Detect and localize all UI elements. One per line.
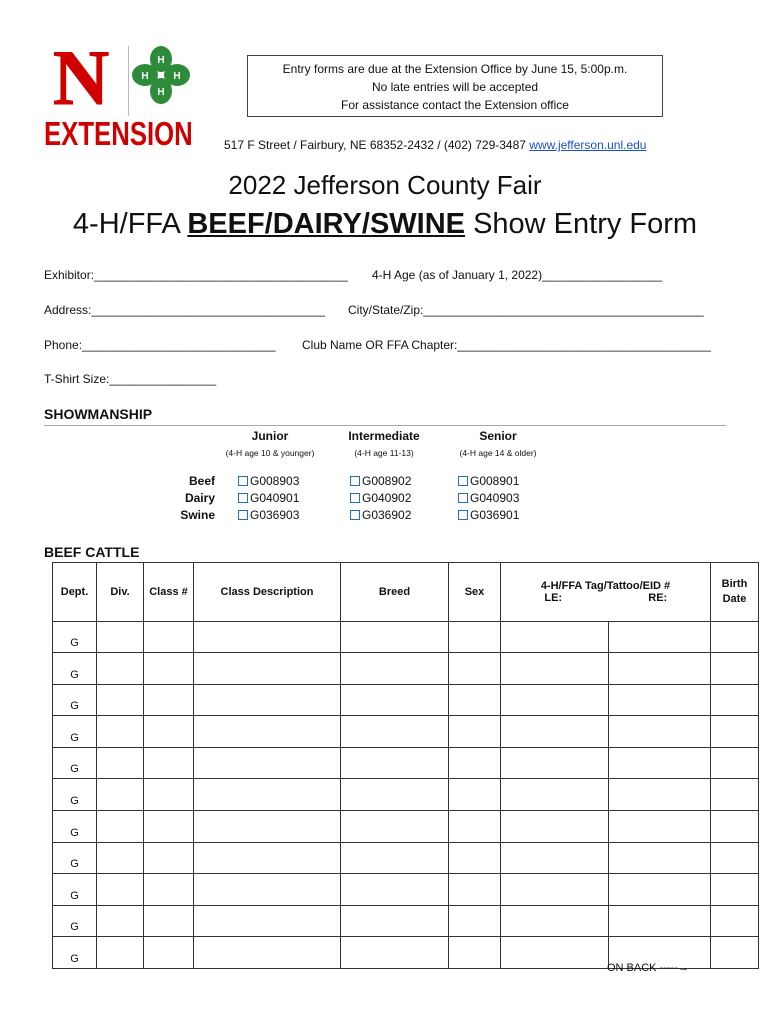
table-cell[interactable] (341, 716, 449, 748)
table-row (53, 811, 759, 843)
code-label: G036903 (250, 508, 300, 522)
city-state-zip-field[interactable]: City/State/Zip:__________________________________________ (348, 303, 704, 317)
table-cell[interactable] (449, 874, 501, 906)
table-cell[interactable] (711, 716, 759, 748)
header-dept: Dept. (53, 563, 97, 622)
table-cell[interactable] (449, 684, 501, 716)
dept-cell: G (53, 716, 97, 748)
table-cell[interactable] (501, 716, 609, 748)
table-cell[interactable] (711, 621, 759, 653)
table-cell[interactable] (711, 811, 759, 843)
form-title (0, 208, 770, 241)
table-cell[interactable] (711, 779, 759, 811)
website-link[interactable]: www.jefferson.unl.edu (529, 138, 647, 152)
header-div: Div. (97, 563, 144, 622)
table-cell[interactable] (341, 684, 449, 716)
checkbox-icon[interactable] (350, 476, 360, 486)
beef-cattle-heading: BEEF CATTLE (44, 544, 140, 560)
table-cell[interactable] (711, 905, 759, 937)
table-cell[interactable] (194, 747, 341, 779)
n-letter: N (52, 44, 110, 110)
table-cell[interactable] (341, 621, 449, 653)
table-row (53, 621, 759, 653)
table-cell[interactable] (194, 684, 341, 716)
code-label: G040903 (470, 491, 520, 505)
header-breed: Breed (341, 563, 449, 622)
table-cell[interactable] (711, 842, 759, 874)
table-cell[interactable] (144, 905, 194, 937)
4h-clover-icon (130, 44, 192, 106)
table-cell[interactable] (501, 905, 609, 937)
table-cell[interactable] (194, 842, 341, 874)
dept-cell: G (53, 653, 97, 685)
table-cell[interactable] (341, 905, 449, 937)
table-cell[interactable] (341, 842, 449, 874)
table-cell[interactable] (341, 779, 449, 811)
code-label: G008903 (250, 474, 300, 488)
row-beef: Beef (188, 474, 215, 488)
table-cell[interactable] (194, 653, 341, 685)
clover-h-left: H (141, 71, 149, 82)
table-cell[interactable] (609, 779, 711, 811)
checkbox-dairy-intermediate[interactable] (350, 491, 411, 505)
table-row (53, 653, 759, 685)
table-cell[interactable] (501, 653, 609, 685)
table-cell[interactable] (144, 621, 194, 653)
table-cell[interactable] (194, 621, 341, 653)
row-dairy: Dairy (184, 491, 215, 505)
checkbox-swine-intermediate[interactable] (350, 508, 411, 522)
code-label: G036902 (362, 508, 412, 522)
col-senior-sub: (4-H age 14 & older) (459, 448, 537, 458)
beef-entry-table (52, 562, 759, 969)
header-description: Class Description (194, 563, 341, 622)
tshirt-field[interactable]: T-Shirt Size:________________ (44, 372, 217, 386)
checkbox-icon[interactable] (350, 510, 360, 520)
code-label: G008901 (470, 474, 520, 488)
table-cell[interactable] (97, 653, 144, 685)
table-cell[interactable] (97, 874, 144, 906)
code-label: G008902 (362, 474, 412, 488)
table-cell[interactable] (449, 716, 501, 748)
table-cell[interactable] (341, 937, 449, 969)
notice-line-3: For assistance contact the Extension office (341, 98, 569, 112)
table-cell[interactable] (449, 905, 501, 937)
table-cell[interactable] (194, 779, 341, 811)
code-label: G040901 (250, 491, 300, 505)
table-cell[interactable] (449, 653, 501, 685)
table-cell[interactable] (97, 905, 144, 937)
table-cell[interactable] (194, 937, 341, 969)
header-tag (501, 563, 711, 621)
nebraska-n-logo-icon (44, 44, 118, 110)
table-cell[interactable] (711, 653, 759, 685)
table-row (53, 747, 759, 779)
table-row (53, 905, 759, 937)
checkbox-swine-senior[interactable] (458, 508, 519, 522)
col-junior-sub: (4-H age 10 & younger) (225, 448, 315, 458)
table-cell[interactable] (449, 811, 501, 843)
checkbox-icon[interactable] (458, 476, 468, 486)
table-cell[interactable] (341, 811, 449, 843)
table-row (53, 874, 759, 906)
dept-cell: G (53, 905, 97, 937)
table-cell[interactable] (609, 747, 711, 779)
notice-line-2: No late entries will be accepted (371, 80, 539, 94)
table-cell[interactable] (711, 684, 759, 716)
code-label: G036901 (470, 508, 520, 522)
dept-cell: G (53, 811, 97, 843)
table-row (53, 842, 759, 874)
table-cell[interactable] (144, 842, 194, 874)
clover-h-top: H (157, 55, 165, 66)
dept-cell: G (53, 874, 97, 906)
table-cell[interactable] (97, 621, 144, 653)
tag-title: 4-H/FFA Tag/Tattoo/EID # (540, 579, 671, 592)
checkbox-beef-junior[interactable] (238, 474, 299, 488)
table-row (53, 779, 759, 811)
header-sex: Sex (449, 563, 501, 622)
table-cell[interactable] (501, 621, 609, 653)
table-cell[interactable] (609, 653, 711, 685)
notice-line-1: Entry forms are due at the Extension Office by June 15, 5:00p.m. (282, 62, 628, 76)
table-cell[interactable] (711, 747, 759, 779)
table-cell[interactable] (609, 716, 711, 748)
table-cell[interactable] (609, 811, 711, 843)
address-field[interactable]: Address:___________________________________ (44, 303, 325, 317)
table-cell[interactable] (609, 874, 711, 906)
checkbox-beef-senior[interactable] (458, 474, 519, 488)
checkbox-dairy-senior[interactable] (458, 491, 519, 505)
table-cell[interactable] (97, 937, 144, 969)
dept-cell: G (53, 747, 97, 779)
dept-cell: G (53, 779, 97, 811)
table-cell[interactable] (144, 716, 194, 748)
checkbox-icon[interactable] (238, 510, 248, 520)
title-prefix: 4-H/FFA (72, 208, 188, 240)
table-cell[interactable] (609, 842, 711, 874)
checkbox-dairy-junior[interactable] (238, 491, 299, 505)
table-row (53, 716, 759, 748)
table-cell[interactable] (97, 716, 144, 748)
table-cell[interactable] (97, 779, 144, 811)
page-title: 2022 Jefferson County Fair (228, 170, 542, 200)
age-field[interactable]: 4-H Age (as of January 1, 2022)__________________ (372, 268, 663, 282)
col-intermediate: Intermediate (348, 429, 420, 443)
table-cell[interactable] (194, 905, 341, 937)
table-cell[interactable] (144, 779, 194, 811)
table-cell[interactable] (501, 842, 609, 874)
table-cell[interactable] (609, 905, 711, 937)
header-le: LE: (544, 591, 563, 604)
club-field[interactable]: Club Name OR FFA Chapter:______________________________________ (302, 338, 711, 352)
section-rule (44, 425, 726, 426)
table-cell[interactable] (449, 621, 501, 653)
on-back-note: ON BACK -----→ (607, 962, 689, 974)
checkbox-icon[interactable] (238, 493, 248, 503)
checkbox-icon[interactable] (458, 510, 468, 520)
table-row (53, 684, 759, 716)
table-cell[interactable] (144, 747, 194, 779)
table-cell[interactable] (144, 684, 194, 716)
table-cell[interactable] (449, 779, 501, 811)
table-cell[interactable] (97, 684, 144, 716)
table-cell[interactable] (341, 653, 449, 685)
row-swine: Swine (180, 508, 215, 522)
table-cell[interactable] (144, 811, 194, 843)
table-cell[interactable] (341, 747, 449, 779)
clover-h-bottom: H (157, 87, 165, 98)
code-label: G040902 (362, 491, 412, 505)
table-cell[interactable] (144, 653, 194, 685)
table-cell[interactable] (97, 747, 144, 779)
checkbox-beef-intermediate[interactable] (350, 474, 411, 488)
table-cell[interactable] (97, 811, 144, 843)
table-cell[interactable] (501, 779, 609, 811)
dept-cell: G (53, 842, 97, 874)
table-cell[interactable] (144, 937, 194, 969)
clover-h-right: H (173, 71, 181, 82)
phone-field[interactable]: Phone:_____________________________ (44, 338, 276, 352)
dept-cell: G (53, 937, 97, 969)
deadline-notice (247, 55, 663, 117)
table-cell[interactable] (194, 716, 341, 748)
table-cell[interactable] (194, 811, 341, 843)
table-cell[interactable] (501, 874, 609, 906)
table-cell[interactable] (449, 937, 501, 969)
col-junior: Junior (251, 429, 289, 443)
title-suffix: Show Entry Form (465, 208, 698, 240)
header-class: Class # (144, 563, 194, 622)
checkbox-swine-junior[interactable] (238, 508, 299, 522)
table-cell[interactable] (144, 874, 194, 906)
header-re: RE: (648, 591, 668, 604)
header-birth-date: Birth Date (711, 563, 759, 622)
table-cell[interactable] (501, 811, 609, 843)
exhibitor-field[interactable]: Exhibitor:______________________________________ (44, 268, 348, 282)
logo-divider (128, 46, 129, 116)
checkbox-icon[interactable] (238, 476, 248, 486)
dept-cell: G (53, 621, 97, 653)
table-cell[interactable] (609, 621, 711, 653)
checkbox-icon[interactable] (350, 493, 360, 503)
table-cell[interactable] (194, 874, 341, 906)
table-cell[interactable] (609, 684, 711, 716)
title-species: BEEF/DAIRY/SWINE (187, 208, 466, 240)
table-cell[interactable] (449, 747, 501, 779)
extension-wordmark: EXTENSION (44, 115, 193, 152)
table-cell[interactable] (501, 684, 609, 716)
table-cell[interactable] (449, 842, 501, 874)
showmanship-heading: SHOWMANSHIP (44, 406, 153, 422)
office-address: 517 F Street / Fairbury, NE 68352-2432 / (402) 729-3487 (224, 138, 530, 152)
table-cell[interactable] (501, 747, 609, 779)
dept-cell: G (53, 684, 97, 716)
office-contact (224, 138, 646, 152)
table-cell[interactable] (501, 937, 609, 969)
table-cell[interactable] (341, 874, 449, 906)
checkbox-icon[interactable] (458, 493, 468, 503)
col-intermediate-sub: (4-H age 11-13) (354, 448, 414, 458)
table-cell[interactable] (711, 937, 759, 969)
table-cell[interactable] (711, 874, 759, 906)
table-cell[interactable] (97, 842, 144, 874)
col-senior: Senior (479, 429, 517, 443)
